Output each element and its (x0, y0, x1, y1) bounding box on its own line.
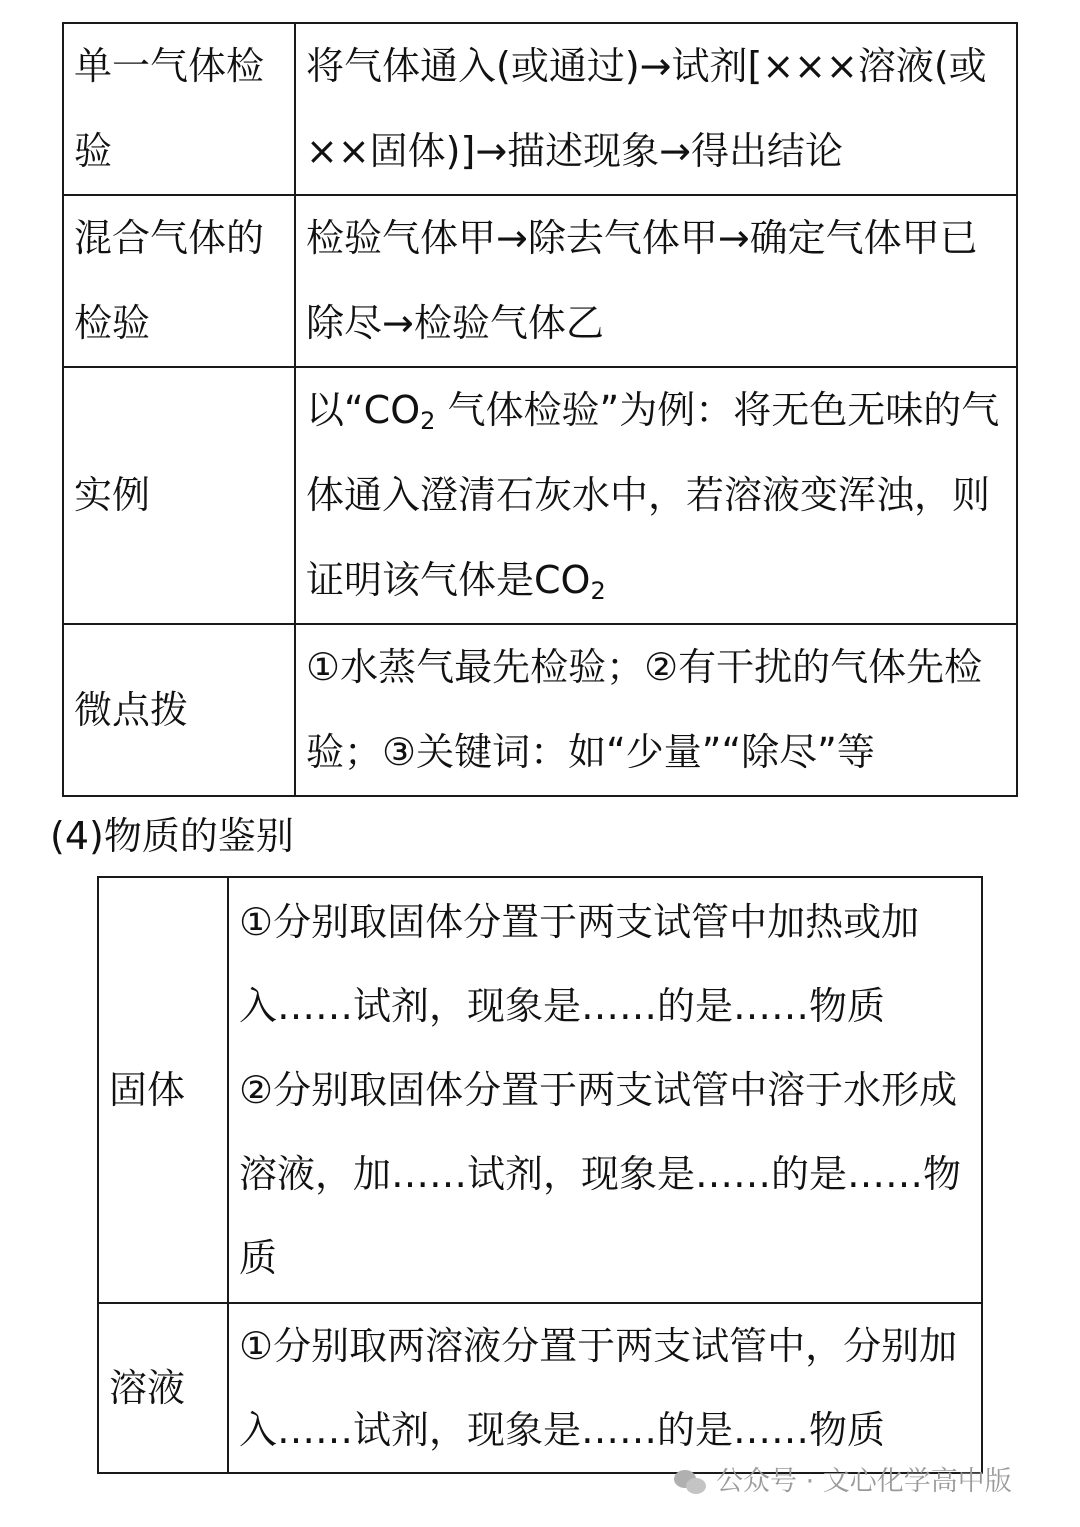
row-label: 单一气体检验 (63, 23, 295, 195)
row-content: ①水蒸气最先检验；②有干扰的气体先检验；③关键词：如“少量”“除尽”等 (295, 624, 1017, 796)
subscript-2: 2 (420, 407, 436, 435)
row-label: 混合气体的检验 (63, 195, 295, 367)
table-row (63, 23, 1017, 195)
row-label: 微点拨 (63, 624, 295, 796)
row-label: 溶液 (98, 1303, 228, 1473)
identification-table (97, 876, 983, 1474)
watermark (674, 1462, 1012, 1502)
table-row (98, 877, 982, 1303)
table-row (63, 624, 1017, 796)
subscript-2: 2 (590, 577, 606, 605)
row-content (295, 367, 1017, 624)
table-row (63, 367, 1017, 624)
table-row (63, 195, 1017, 367)
section-heading: (4)物质的鉴别 (50, 814, 294, 858)
example-text-b: 气体检验”为例：将无色无味的气体通入澄清石灰水中，若溶液变浑浊，则证明该气体是CO (306, 388, 1000, 602)
row-content: 将气体通入(或通过)→试剂[×××溶液(或××固体)]→描述现象→得出结论 (295, 23, 1017, 195)
table-row (98, 1303, 982, 1473)
method-1: ①分别取固体分置于两支试管中加热或加入……试剂，现象是……的是……物质 (239, 900, 920, 1028)
row-content: ①分别取两溶液分置于两支试管中，分别加入……试剂，现象是……的是……物质 (228, 1303, 982, 1473)
row-content: 检验气体甲→除去气体甲→确定气体甲已除尽→检验气体乙 (295, 195, 1017, 367)
row-label: 固体 (98, 877, 228, 1303)
row-label: 实例 (63, 367, 295, 624)
wechat-icon (674, 1468, 708, 1496)
row-content (228, 877, 982, 1303)
example-text-a: 以“CO (306, 388, 421, 432)
gas-test-table (62, 22, 1018, 797)
method-2: ②分别取固体分置于两支试管中溶于水形成溶液，加……试剂，现象是……的是……物质 (239, 1068, 962, 1280)
watermark-text: 公众号 · 文心化学高中版 (716, 1466, 1012, 1497)
